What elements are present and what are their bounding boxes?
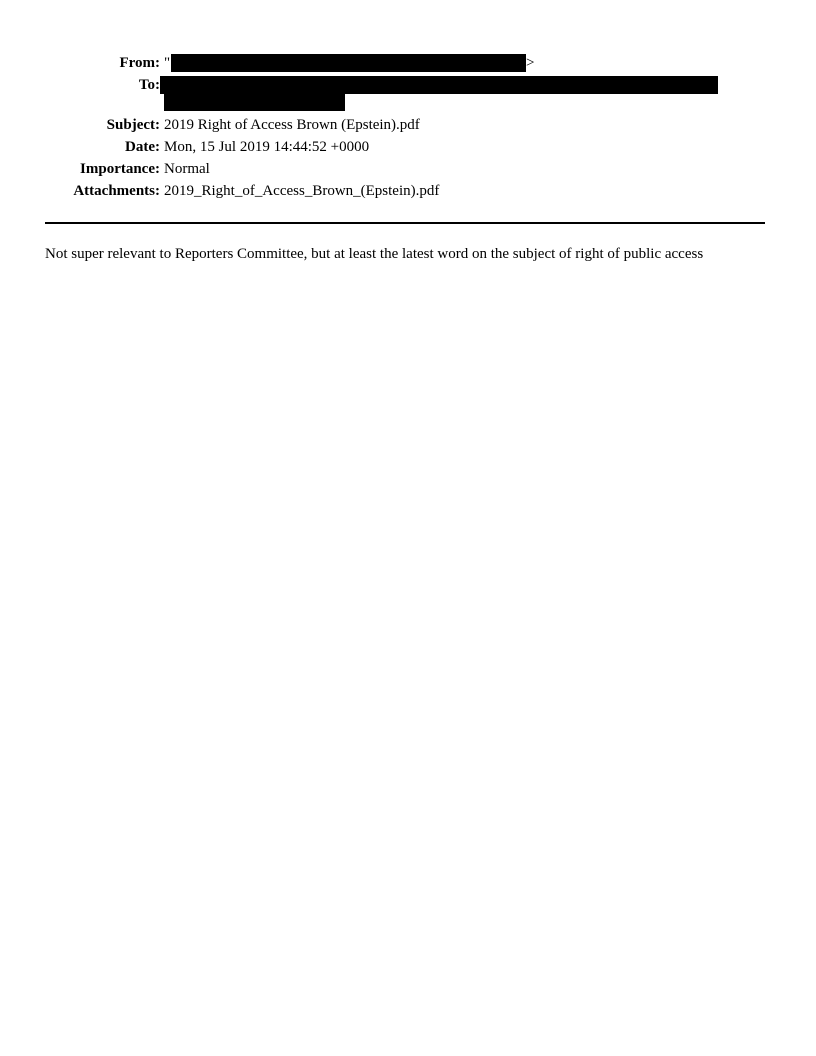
date-value: Mon, 15 Jul 2019 14:44:52 +0000 xyxy=(164,139,370,155)
from-redaction xyxy=(171,54,526,72)
to-redaction-line-2 xyxy=(164,94,345,111)
importance-value: Normal xyxy=(164,161,210,177)
to-row xyxy=(0,75,816,97)
attachments-label: Attachments: xyxy=(73,183,160,199)
header-divider xyxy=(45,222,765,224)
from-suffix: > xyxy=(526,55,535,71)
to-label: To: xyxy=(138,77,160,93)
from-row xyxy=(0,53,816,75)
importance-label: Importance: xyxy=(80,161,160,177)
subject-label: Subject: xyxy=(106,117,160,133)
from-label: From: xyxy=(119,55,160,71)
subject-row xyxy=(0,115,816,137)
date-label: Date: xyxy=(125,139,160,155)
date-row xyxy=(0,137,816,159)
to-redaction-line-1 xyxy=(160,76,718,94)
attachments-row xyxy=(0,181,816,203)
importance-row xyxy=(0,159,816,181)
subject-value: 2019 Right of Access Brown (Epstein).pdf xyxy=(164,117,420,133)
from-prefix: " xyxy=(164,55,171,71)
attachments-value[interactable]: 2019_Right_of_Access_Brown_(Epstein).pdf xyxy=(164,183,440,199)
email-body: Not super relevant to Reporters Committee, but at least the latest word on the subject of right of public access xyxy=(45,246,704,262)
